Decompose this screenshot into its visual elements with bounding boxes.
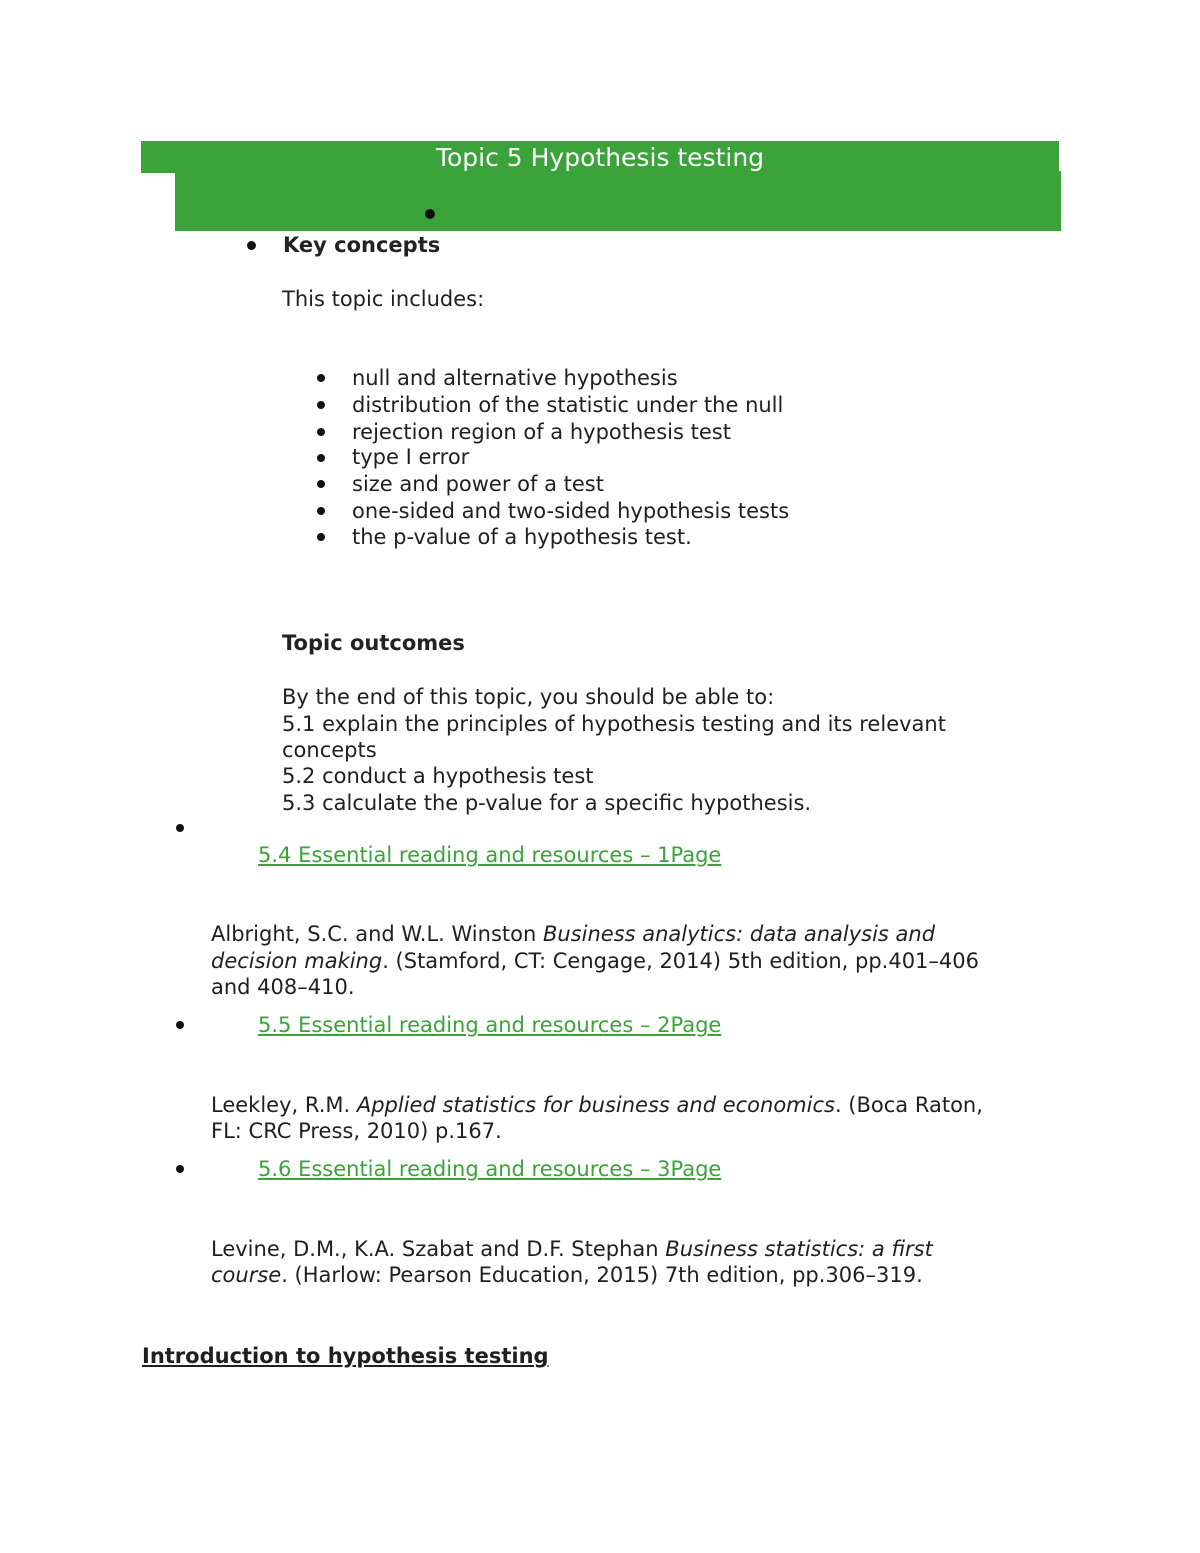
- reference-title: decision making: [211, 949, 383, 973]
- reading-link-5-4[interactable]: 5.4 Essential reading and resources – 1Page: [258, 843, 722, 867]
- list-item: the p-value of a hypothesis test.: [352, 525, 692, 549]
- bullet-icon: [247, 241, 256, 250]
- reference-title: Business analytics: data analysis and: [542, 922, 936, 946]
- bullet-icon: [317, 507, 325, 515]
- list-item: distribution of the statistic under the null: [352, 393, 784, 417]
- list-item: null and alternative hypothesis: [352, 366, 678, 390]
- bullet-icon: [317, 401, 325, 409]
- reading-reference: [211, 1092, 983, 1118]
- bullet-icon: [317, 428, 325, 436]
- bullet-icon: [425, 209, 435, 219]
- bullet-icon: [176, 1021, 184, 1029]
- bullet-icon: [317, 480, 325, 488]
- outcomes-intro: By the end of this topic, you should be able to:: [282, 685, 775, 709]
- section-title: Introduction to hypothesis testing: [142, 1344, 549, 1368]
- reference-authors: Leekley, R.M.: [211, 1093, 357, 1117]
- key-concepts-intro: This topic includes:: [282, 287, 485, 311]
- bullet-icon: [317, 454, 325, 462]
- reading-reference-line: [211, 948, 979, 974]
- reference-authors: Albright, S.C. and W.L. Winston: [211, 922, 543, 946]
- list-item: rejection region of a hypothesis test: [352, 420, 731, 444]
- outcome-item: 5.1 explain the principles of hypothesis testing and its relevant: [282, 712, 946, 736]
- reference-title: Applied statistics for business and economics: [356, 1093, 835, 1117]
- outcome-item: 5.3 calculate the p-value for a specific hypothesis.: [282, 791, 812, 815]
- reading-reference: [211, 1236, 933, 1262]
- reference-title: course: [211, 1263, 282, 1287]
- bullet-icon: [176, 824, 184, 832]
- key-concepts-heading: Key concepts: [283, 233, 441, 257]
- reading-reference: [211, 921, 935, 947]
- reading-reference-line: FL: CRC Press, 2010) p.167.: [211, 1119, 502, 1143]
- list-item: type I error: [352, 445, 470, 469]
- header-banner-body: [175, 171, 1061, 231]
- reading-link-5-5[interactable]: 5.5 Essential reading and resources – 2Page: [258, 1013, 722, 1037]
- bullet-icon: [176, 1165, 184, 1173]
- outcome-item-continued: concepts: [282, 738, 377, 762]
- reference-details: . (Stamford, CT: Cengage, 2014) 5th edition, pp.401–406: [382, 949, 980, 973]
- reference-authors: Levine, D.M., K.A. Szabat and D.F. Stephan: [211, 1237, 666, 1261]
- reading-reference-line: and 408–410.: [211, 975, 355, 999]
- bullet-icon: [317, 374, 325, 382]
- reading-link-5-6[interactable]: 5.6 Essential reading and resources – 3Page: [258, 1157, 722, 1181]
- topic-outcomes-heading: Topic outcomes: [282, 631, 465, 655]
- page-title: Topic 5 Hypothesis testing: [435, 143, 765, 172]
- list-item: one-sided and two-sided hypothesis tests: [352, 499, 790, 523]
- outcome-item: 5.2 conduct a hypothesis test: [282, 764, 594, 788]
- reading-reference-line: [211, 1262, 923, 1288]
- reference-details: . (Harlow: Pearson Education, 2015) 7th edition, pp.306–319.: [281, 1263, 923, 1287]
- reference-title: Business statistics: a first: [665, 1237, 933, 1261]
- reference-details: . (Boca Raton,: [834, 1093, 983, 1117]
- bullet-icon: [317, 533, 325, 541]
- list-item: size and power of a test: [352, 472, 604, 496]
